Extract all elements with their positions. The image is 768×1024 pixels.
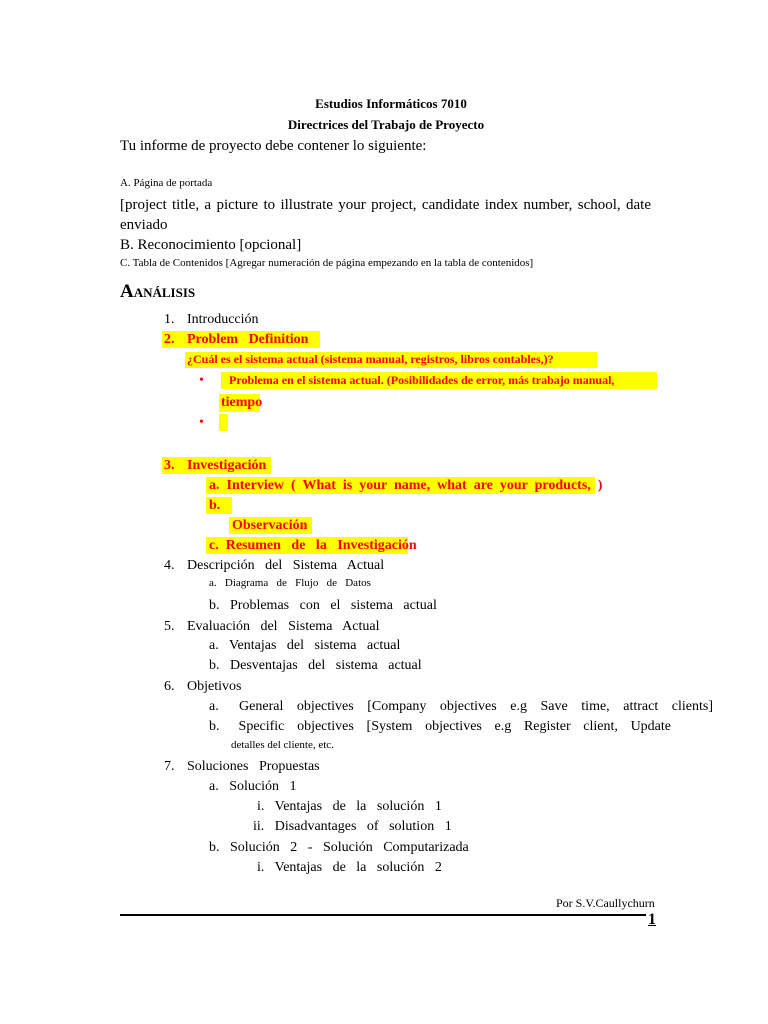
section-a-desc-line2: enviado (120, 217, 168, 233)
item-2-bullet1-line1: Problema en el sistema actual. (Posibilidades de error, más trabajo manual, (229, 373, 615, 387)
item-6-number: 6. (164, 679, 175, 694)
item-3b-label: Observación (232, 518, 308, 533)
item-7-label: Soluciones Propuestas (187, 759, 320, 774)
item-6b: b. Specific objectives [System objectives e.g Register client, Update (209, 719, 671, 734)
section-b: B. Reconocimiento [opcional] (120, 237, 302, 253)
item-4a: a. Diagrama de Flujo de Datos (209, 577, 371, 589)
item-6-label: Objetivos (187, 679, 242, 694)
bullet-dot-2: • (199, 415, 204, 430)
item-5a: a. Ventajas del sistema actual (209, 638, 401, 653)
item-5-label: Evaluación del Sistema Actual (187, 619, 380, 634)
item-1-number: 1. (164, 312, 175, 327)
item-2-label: Problem Definition (187, 332, 309, 347)
item-7-number: 7. (164, 759, 175, 774)
footer-author: Por S.V.Caullychurn (556, 896, 655, 910)
item-6a: a. General objectives [Company objectives e.g Save time, attract clients] (209, 699, 713, 714)
item-3a: a. Interview ( What is your name, what are your products, ) (209, 478, 603, 493)
item-4-label: Descripción del Sistema Actual (187, 558, 385, 573)
doc-subtitle: Directrices del Trabajo de Proyecto (287, 117, 485, 132)
section-c: C. Tabla de Contenidos [Agregar numeración de página empezando en la tabla de contenidos] (120, 257, 534, 269)
item-3-label: Investigación (187, 458, 267, 473)
analysis-heading: Aanálisis (120, 281, 196, 302)
item-4b: b. Problemas con el sistema actual (209, 598, 437, 613)
item-2-bullet1-line2: tiempo (221, 395, 263, 410)
bullet-dot-1: • (199, 373, 204, 388)
item-4-number: 4. (164, 558, 175, 573)
item-3c: c. Resumen de la Investigación (209, 538, 417, 553)
item-7a-ii: ii. Disadvantages of solution 1 (253, 819, 452, 834)
section-a-title: A. Página de portada (120, 177, 213, 189)
item-2-number: 2. (164, 332, 175, 347)
item-7b: b. Solución 2 - Solución Computarizada (209, 840, 469, 855)
intro-text: Tu informe de proyecto debe contener lo siguiente: (120, 138, 427, 154)
item-2-bullet2-highlight (219, 414, 228, 431)
item-6b-continuation: detalles del cliente, etc. (231, 739, 334, 751)
item-3-number: 3. (164, 458, 175, 473)
section-a-desc-line1: [project title, a picture to illustrate your project, candidate index number, school, date (120, 197, 651, 213)
item-3b: b. (209, 498, 221, 513)
item-5-number: 5. (164, 619, 175, 634)
item-5b: b. Desventajas del sistema actual (209, 658, 422, 673)
item-7a: a. Solución 1 (209, 779, 297, 794)
item-7a-i: i. Ventajas de la solución 1 (257, 799, 442, 814)
page-number: 1 (648, 911, 656, 928)
item-1-label: Introducción (187, 312, 259, 327)
footer-rule (120, 914, 646, 916)
item-2-question: ¿Cuál es el sistema actual (sistema manual, registros, libros contables,)? (187, 352, 554, 366)
doc-title: Estudios Informáticos 7010 (315, 96, 467, 111)
item-7b-i: i. Ventajas de la solución 2 (257, 860, 442, 875)
